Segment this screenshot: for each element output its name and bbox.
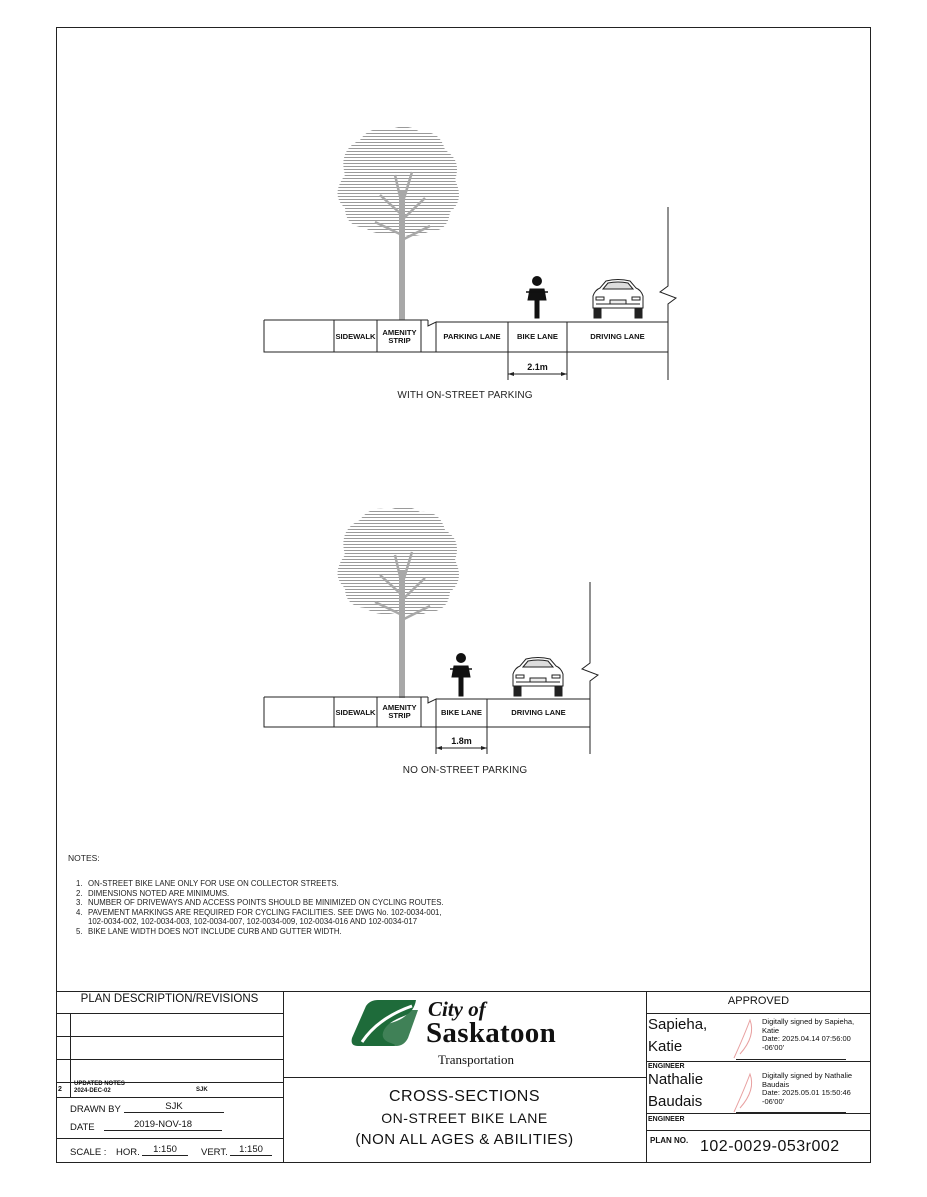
label-bike-lane: BIKE LANE (441, 708, 482, 717)
drawing-subtitle: ON-STREET BIKE LANE (381, 1110, 548, 1126)
logo-department: Transportation (437, 1052, 515, 1067)
label-bike-lane: BIKE LANE (517, 332, 558, 341)
note-item: 4. PAVEMENT MARKINGS ARE REQUIRED FOR CYCLING FACILITIES. SEE DWG No. 102-0034-001, (76, 907, 442, 917)
digital-signature: Digitally signed by Sapieha, Katie Date: 2025.04.14 07:56:00 -06'00' (762, 1017, 855, 1052)
note-item: 2. DIMENSIONS NOTED ARE MINIMUMS. (76, 888, 230, 898)
saskatoon-logo-icon (348, 998, 420, 1050)
tree-icon (338, 126, 460, 320)
drawn-by-value: SJK (124, 1101, 224, 1113)
cyclist-icon (526, 277, 548, 319)
drawing-subtitle-2: (NON ALL AGES & ABILITIES) (355, 1131, 574, 1148)
note-item: 5. BIKE LANE WIDTH DOES NOT INCLUDE CURB AND GUTTER WIDTH. (76, 926, 342, 936)
logo-saskatoon: Saskatoon (426, 1017, 557, 1049)
logo-city-of: City of (428, 997, 486, 1021)
label-sidewalk: SIDEWALK (335, 708, 376, 717)
hor-label: HOR. (116, 1147, 140, 1158)
scale-label: SCALE : (70, 1147, 107, 1158)
dimension-label: 2.1m (527, 362, 548, 372)
note-item: 1. ON-STREET BIKE LANE ONLY FOR USE ON COLLECTOR STREETS. (76, 879, 339, 888)
digital-signature: Digitally signed by Nathalie Baudais Date: 2025.05.01 15:50:46 -06'00' (762, 1071, 853, 1106)
section-caption: NO ON-STREET PARKING (402, 765, 528, 776)
vert-label: VERT. (201, 1147, 228, 1158)
note-item: 3. NUMBER OF DRIVEWAYS AND ACCESS POINTS SHOULD BE MINIMIZED ON CYCLING ROUTES. (76, 898, 444, 908)
notes-heading: NOTES: (68, 853, 100, 863)
revisions-header: PLAN DESCRIPTION/REVISIONS (80, 993, 259, 1005)
section-caption: WITH ON-STREET PARKING (397, 390, 533, 401)
label-amenity-strip: AMENITY STRIP (382, 328, 417, 345)
plan-number: 102-0029-053r002 (700, 1138, 840, 1155)
notes (68, 853, 848, 937)
revision-number: 2 (58, 1086, 62, 1093)
approved-header: APPROVED (727, 995, 790, 1007)
date-label: DATE (70, 1122, 95, 1133)
dimension-label: 1.8m (451, 736, 472, 746)
label-sidewalk: SIDEWALK (335, 332, 376, 341)
cyclist-icon (450, 654, 472, 697)
title-block-top-border (56, 991, 871, 992)
approver-name: Nathalie (648, 1071, 704, 1088)
label-parking-lane: PARKING LANE (443, 332, 501, 341)
hor-scale: 1:150 (142, 1144, 188, 1156)
note-item: 102-0034-002, 102-0034-003, 102-0034-007, 102-0034-009, 102-0034-016 AND 102-0034-017 (88, 917, 418, 927)
car-icon (593, 280, 643, 319)
revision-date: 2024-DEC-02 (74, 1088, 111, 1094)
label-driving-lane: DRIVING LANE (590, 332, 645, 341)
drawing-title: CROSS-SECTIONS (388, 1088, 540, 1105)
date-value: 2019-NOV-18 (104, 1119, 222, 1131)
revisions-table (56, 1013, 283, 1083)
signature-mark-icon (730, 1016, 760, 1060)
vert-scale: 1:150 (230, 1144, 272, 1156)
revision-initials: SJK (196, 1087, 208, 1093)
approver-name: Baudais (648, 1093, 703, 1110)
revision-description: UPDATED NOTES (74, 1081, 125, 1087)
approver-role: ENGINEER (648, 1116, 685, 1123)
drawn-by-label: DRAWN BY (70, 1104, 121, 1115)
label-amenity-strip: AMENITY STRIP (382, 703, 417, 720)
car-icon (513, 658, 563, 697)
approver-name: Sapieha, (648, 1016, 708, 1033)
approver-name: Katie (648, 1038, 683, 1055)
tree-icon (338, 506, 460, 698)
divider (646, 991, 647, 1163)
label-driving-lane: DRIVING LANE (511, 708, 566, 717)
signature-mark-icon (730, 1070, 760, 1114)
plan-no-label: PLAN NO. (650, 1136, 689, 1145)
approver-role: ENGINEER (648, 1063, 685, 1070)
